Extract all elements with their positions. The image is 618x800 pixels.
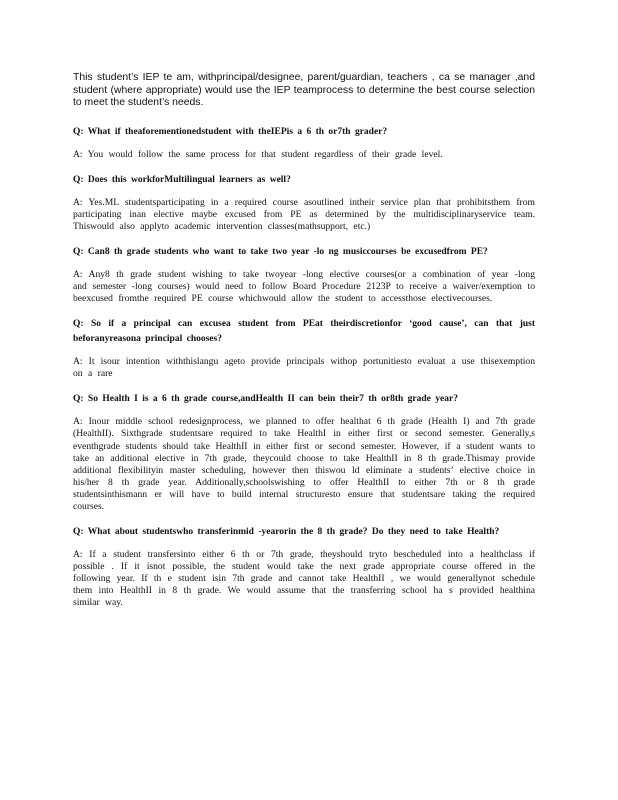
- document-page: [73, 72, 535, 622]
- faq-answer: A: Inour middle school redesignprocess, we planned to offer healthat 6 th grade (Health I) and 7th grade (HealthII). Sixthgrade studentsare required to take HealthI in either first or second semester. Generally,s eventhgrade students should take HealthII in either first or second semester. However, if a student wants to take an additional elective in 7th grade, theycould choose to take HealthII in 8 th grade.Thismay provide additional flexibilityin master scheduling, however then thiswou ld eliminate a students’ elective choice in his/her 8 th grade year. Additionally,schoolswishing to offer HealthII to either 7th or 8 th grade studentsinthismann er will have to build internal structuresto ensure that studentsare taking the required courses.: [73, 416, 535, 512]
- faq-question: Q: Can8 th grade students who want to take two year -lo ng musiccourses be excusedfrom PE?: [73, 246, 488, 257]
- faq-question: Q: What about studentswho transferinmid -yearorin the 8 th grade? Do they need to take Health?: [73, 527, 500, 538]
- faq-question: Q: So if a principal can excusea student from PEat theirdiscretionfor ‘good cause’, can that just beforanyreasona principal chooses?: [73, 319, 535, 345]
- intro-paragraph: This student’s IEP te am, withprincipal/designee, parent/guardian, teachers , ca se manager ,and student (where appropriate) would use the IEP teamprocess to determine the best course selection to meet the student’s needs.: [73, 72, 535, 108]
- faq-item: [73, 525, 535, 609]
- faq-answer: A: You would follow the same process for that student regardless of their grade level.: [73, 148, 443, 160]
- faq-answer: A: If a student transfersinto either 6 th or 7th grade, theyshould tryto bescheduled into a healthclass if possible . If it isnot possible, the student would take the next grade appropriate course offered in the following year. If th e student isin 7th grade and cannot take HealthII , we would generallynot schedule them into HealthII in 8 th grade. We would assume that the transferring school ha s provided healthina similar way.: [73, 549, 535, 609]
- faq-question: Q: Does this workforMultilingual learners as well?: [73, 174, 291, 185]
- faq-item: [73, 173, 535, 233]
- faq-item: [73, 125, 535, 161]
- faq-item: [73, 245, 535, 305]
- faq-item: [73, 317, 535, 380]
- faq-answer: A: Any8 th grade student wishing to take twoyear -long elective courses(or a combination of year -long and semester -long courses) would need to follow Board Procedure 2123P to receive a waiver/exemption to beexcused fromthe required PE course whichwould allow the student to accessthose electivecourses.: [73, 268, 535, 305]
- faq-answer: A: It isour intention withthislangu ageto provide principals withop portunitiesto evaluat a use thisexemption on a rare: [73, 356, 535, 380]
- faq-question: Q: So Health I is a 6 th grade course,andHealth II can bein their7 th or8th grade year?: [73, 394, 458, 405]
- faq-answer: A: Yes.ML studentsparticipating in a required course asoutlined intheir service plan that prohibitsthem from participating inan elective maybe excused from PE as determined by the multidisciplinaryservice team. Thiswould also applyto academic intervention classes(mathsupport, etc.): [73, 196, 535, 232]
- faq-item: [73, 392, 535, 513]
- faq-question: Q: What if theaforementionedstudent with theIEPis a 6 th or7th grader?: [73, 126, 388, 137]
